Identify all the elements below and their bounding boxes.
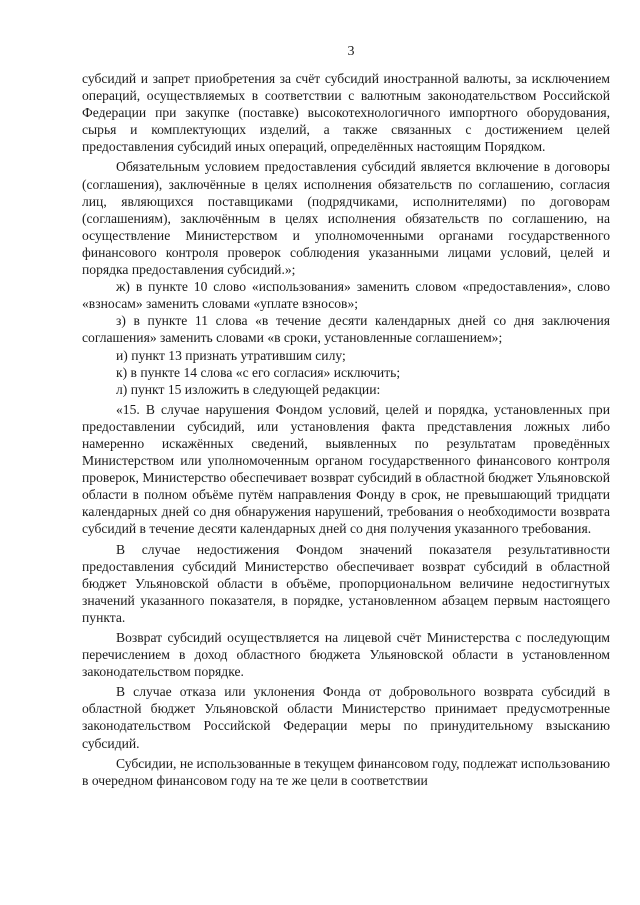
page-number: 3 [347, 44, 355, 59]
paragraph: В случае отказа или уклонения Фонда от добровольного возврата субсидий в областной бюджет Ульяновской области Министерство принимает предусмотренные законодательством Российской Федерации меры по принудительному взысканию субсидий. [82, 684, 610, 751]
document-body [82, 70, 610, 789]
paragraph: к) в пункте 14 слова «с его согласия» исключить; [116, 364, 401, 380]
paragraph: и) пункт 13 признать утратившим силу; [116, 347, 346, 363]
paragraph: Обязательным условием предоставления субсидий является включение в договоры (соглашения), заключённые в целях исполнения обязательств по соглашению, согласия лиц, являющихся поставщиками (подрядчиками, исполнителями) по договорам (соглашениям), заключённым в целях исполнения обязательств по соглашению, на осуществление Министерством и уполномоченными органами государственного финансового контроля проверок соблюдения указанными лицами условий, целей и порядка предоставления субсидий.»; [82, 159, 610, 278]
paragraph: ж) в пункте 10 слово «использования» заменить словом «предоставления», слово «взносам» заменить словами «уплате взносов»; [82, 279, 610, 312]
paragraph: л) пункт 15 изложить в следующей редакции: [116, 381, 381, 397]
paragraph: Субсидии, не использованные в текущем финансовом году, подлежат использованию в очередном финансовом году на те же цели в соответствии [82, 755, 610, 788]
paragraph: з) в пункте 11 слова «в течение десяти календарных дней со дня заключения соглашения» заменить словами «в сроки, установленные соглашением»; [82, 313, 610, 346]
paragraph: В случае недостижения Фондом значений показателя результативности предоставления субсидий Министерство обеспечивает возврат субсидий в областной бюджет Ульяновской области в объёме, пропорциональном величине недостигнутых значений указанного показателя, в порядке, установленном абзацем первым настоящего пункта. [82, 541, 610, 625]
paragraph: Возврат субсидий осуществляется на лицевой счёт Министерства с последующим перечислением в доход областного бюджета Ульяновской области в установленном законодательством порядке. [82, 630, 610, 680]
paragraph: субсидий и запрет приобретения за счёт субсидий иностранной валюты, за исключением операций, осуществляемых в соответствии с валютным законодательством Российской Федерации при закупке (поставке) высокотехнологичного импортного оборудования, сырья и комплектующих изделий, а также связанных с достижением целей предоставления субсидий иных операций, определённых настоящим Порядком. [82, 71, 610, 155]
paragraph: «15. В случае нарушения Фондом условий, целей и порядка, установленных при предоставлении субсидий, или установления факта представления ложных либо намеренно искажённых сведений, выявленных по результатам проведённых Министерством или уполномоченным органом государственного финансового контроля проверок, Министерство обеспечивает возврат субсидий в областной бюджет Ульяновской области в полном объёме путём направления Фонду в срок, не превышающий тридцати календарных дней со дня обнаружения нарушений, требования о необходимости возврата субсидий в течение десяти календарных дней со дня получения указанного требования. [82, 401, 610, 537]
